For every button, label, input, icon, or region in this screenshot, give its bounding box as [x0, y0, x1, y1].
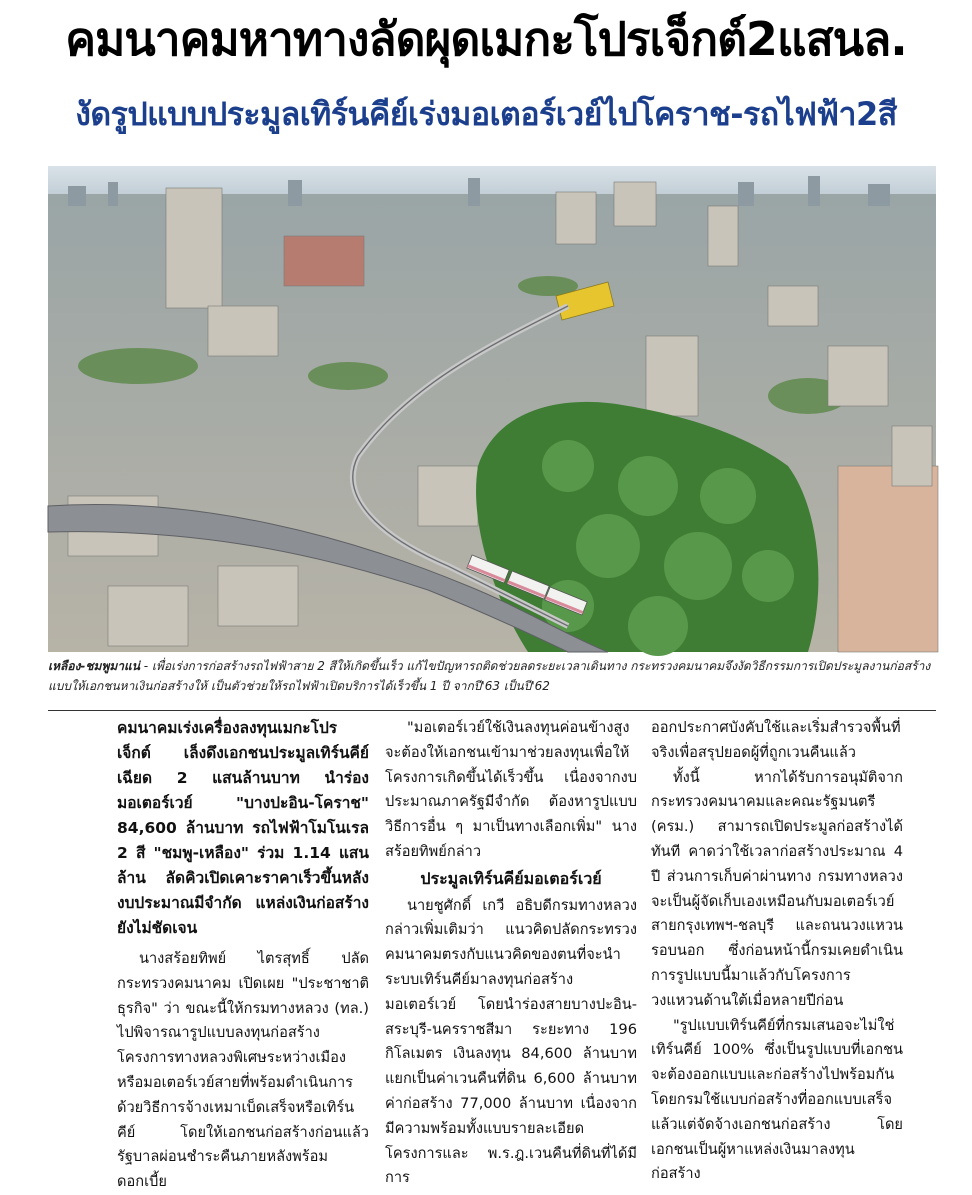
article-paragraph: ทั้งนี้ หากได้รับการอนุมัติจากกระทรวงคมนาคมและคณะรัฐมนตรี (ครม.) สามารถเปิดประมูลก่อสร้างได้ทันที คาดว่าใช้เวลาก่อสร้างประมาณ 4 ปี ส่วนการเก็บค่าผ่านทาง กรมทางหลวงจะเป็นผู้จัดเก็บเองเหมือนกับมอเตอร์เวย์สายกรุงเทพฯ-ชลบุรี และถนนวงแหวนรอบนอก ซึ่งก่อนหน้านี้กรมเคยดำเนินการรูปแบบนี้มาแล้วกับโครงการวงแหวนด้านใต้เมื่อหลายปีก่อน — [651, 768, 903, 1009]
photo-caption — [48, 656, 938, 696]
section-divider — [48, 710, 936, 711]
headline: คมนาคมหาทางลัดผุดเมกะโปรเจ็กต์2แสนล. — [65, 12, 907, 66]
caption-lead: เหลือง-ชมพูมาแน่ — [48, 659, 140, 673]
article-paragraph: ออกประกาศบังคับใช้และเริ่มสำรวจพื้นที่จริงเพื่อสรุปยอดผู้ที่ถูกเวนคืนแล้ว — [651, 719, 901, 761]
article-column-1 — [117, 716, 369, 1191]
subheadline: งัดรูปแบบประมูลเทิร์นคีย์เร่งมอเตอร์เวย์ไปโคราช-รถไฟฟ้า2สี — [75, 95, 897, 133]
article-paragraph: นายชูศักดิ์ เกวี อธิบดีกรมทางหลวงกล่าวเพิ่มเติมว่า แนวคิดปลัดกระทรวงคมนาคมตรงกับแนวคิดของตนที่จะนำระบบเทิร์นคีย์มาลงทุนก่อสร้างมอเตอร์เวย์ โดยนำร่องสายบางปะอิน-สระบุรี-นครราชสีมา ระยะทาง 196 กิโลเมตร เงินลงทุน 84,600 ล้านบาท แยกเป็นค่าเวนคืนที่ดิน 6,600 ล้านบาท ค่าก่อสร้าง 77,000 ล้านบาท เนื่องจากมีความพร้อมทั้งแบบรายละเอียดโครงการและ พ.ร.ฎ.เวนคืนที่ดินที่ได้มีการ — [385, 896, 637, 1187]
article-column-3 — [651, 716, 903, 1183]
news-photo — [48, 166, 936, 652]
article-paragraph: "รูปแบบเทิร์นคีย์ที่กรมเสนอจะไม่ใช่เทิร์นคีย์ 100% ซึ่งเป็นรูปแบบที่เอกชนจะต้องออกแบบและก่อสร้างไปพร้อมกัน โดยกรมใช้แบบก่อสร้างที่ออกแบบเสร็จแล้วแต่จัดจ้างเอกชนก่อสร้าง โดยเอกชนเป็นผู้หาแหล่งเงินมาลงทุนก่อสร้าง — [651, 1016, 903, 1183]
article-lead: คมนาคมเร่งเครื่องลงทุนเมกะโปรเจ็กต์ เล็งดึงเอกชนประมูลเทิร์นคีย์เฉียด 2 แสนล้านบาท นำร่องมอเตอร์เวย์ "บางปะอิน-โคราช" 84,600 ล้านบาท รถไฟฟ้าโมโนเรล 2 สี "ชมพู-เหลือง" ร่วม 1.14 แสนล้าน ลัดคิวเปิดเคาะราคาเร็วขึ้นหลังงบประมาณมีจำกัด แหล่งเงินก่อสร้างยังไม่ชัดเจน — [117, 719, 369, 937]
article-subtitle: ประมูลเทิร์นคีย์มอเตอร์เวย์ — [420, 868, 602, 888]
article-paragraph: นางสร้อยทิพย์ ไตรสุทธิ์ ปลัดกระทรวงคมนาคม เปิดเผย "ประชาชาติธุรกิจ" ว่า ขณะนี้ให้กรมทางหลวง (ทล.) ไปพิจารณารูปแบบลงทุนก่อสร้างโครงการทางหลวงพิเศษระหว่างเมืองหรือมอเตอร์เวย์สายที่พร้อมดำเนินการด้วยวิธีการจ้างเหมาเบ็ดเสร็จหรือเทิร์นคีย์ โดยให้เอกชนก่อสร้างก่อนแล้วรัฐบาลผ่อนชำระคืนภายหลังพร้อมดอกเบี้ย — [117, 950, 369, 1191]
city-aerial-illustration — [48, 166, 936, 652]
article-paragraph: "มอเตอร์เวย์ใช้เงินลงทุนค่อนข้างสูง จะต้องให้เอกชนเข้ามาช่วยลงทุนเพื่อให้โครงการเกิดขึ้นได้เร็วขึ้น เนื่องจากงบประมาณภาครัฐมีจำกัด ต้องหารูปแบบวิธีการอื่น ๆ มาเป็นทางเลือกเพิ่ม" นางสร้อยทิพย์กล่าว — [385, 719, 637, 860]
caption-text: - เพื่อเร่งการก่อสร้างรถไฟฟ้าสาย 2 สีให้เกิดขึ้นเร็ว แก้ไขปัญหารถติดช่วยลดระยะเวลาเดินทาง กระทรวงคมนาคมจึงงัดวิธีกรรมการเปิดประมูลงานก่อสร้างแบบให้เอกชนหาเงินก่อสร้างให้ เป็นตัวช่วยให้รถไฟฟ้าเปิดบริการได้เร็วขึ้น 1 ปี จากปี'63 เป็นปี'62 — [48, 659, 931, 693]
article-column-2 — [385, 716, 637, 1187]
